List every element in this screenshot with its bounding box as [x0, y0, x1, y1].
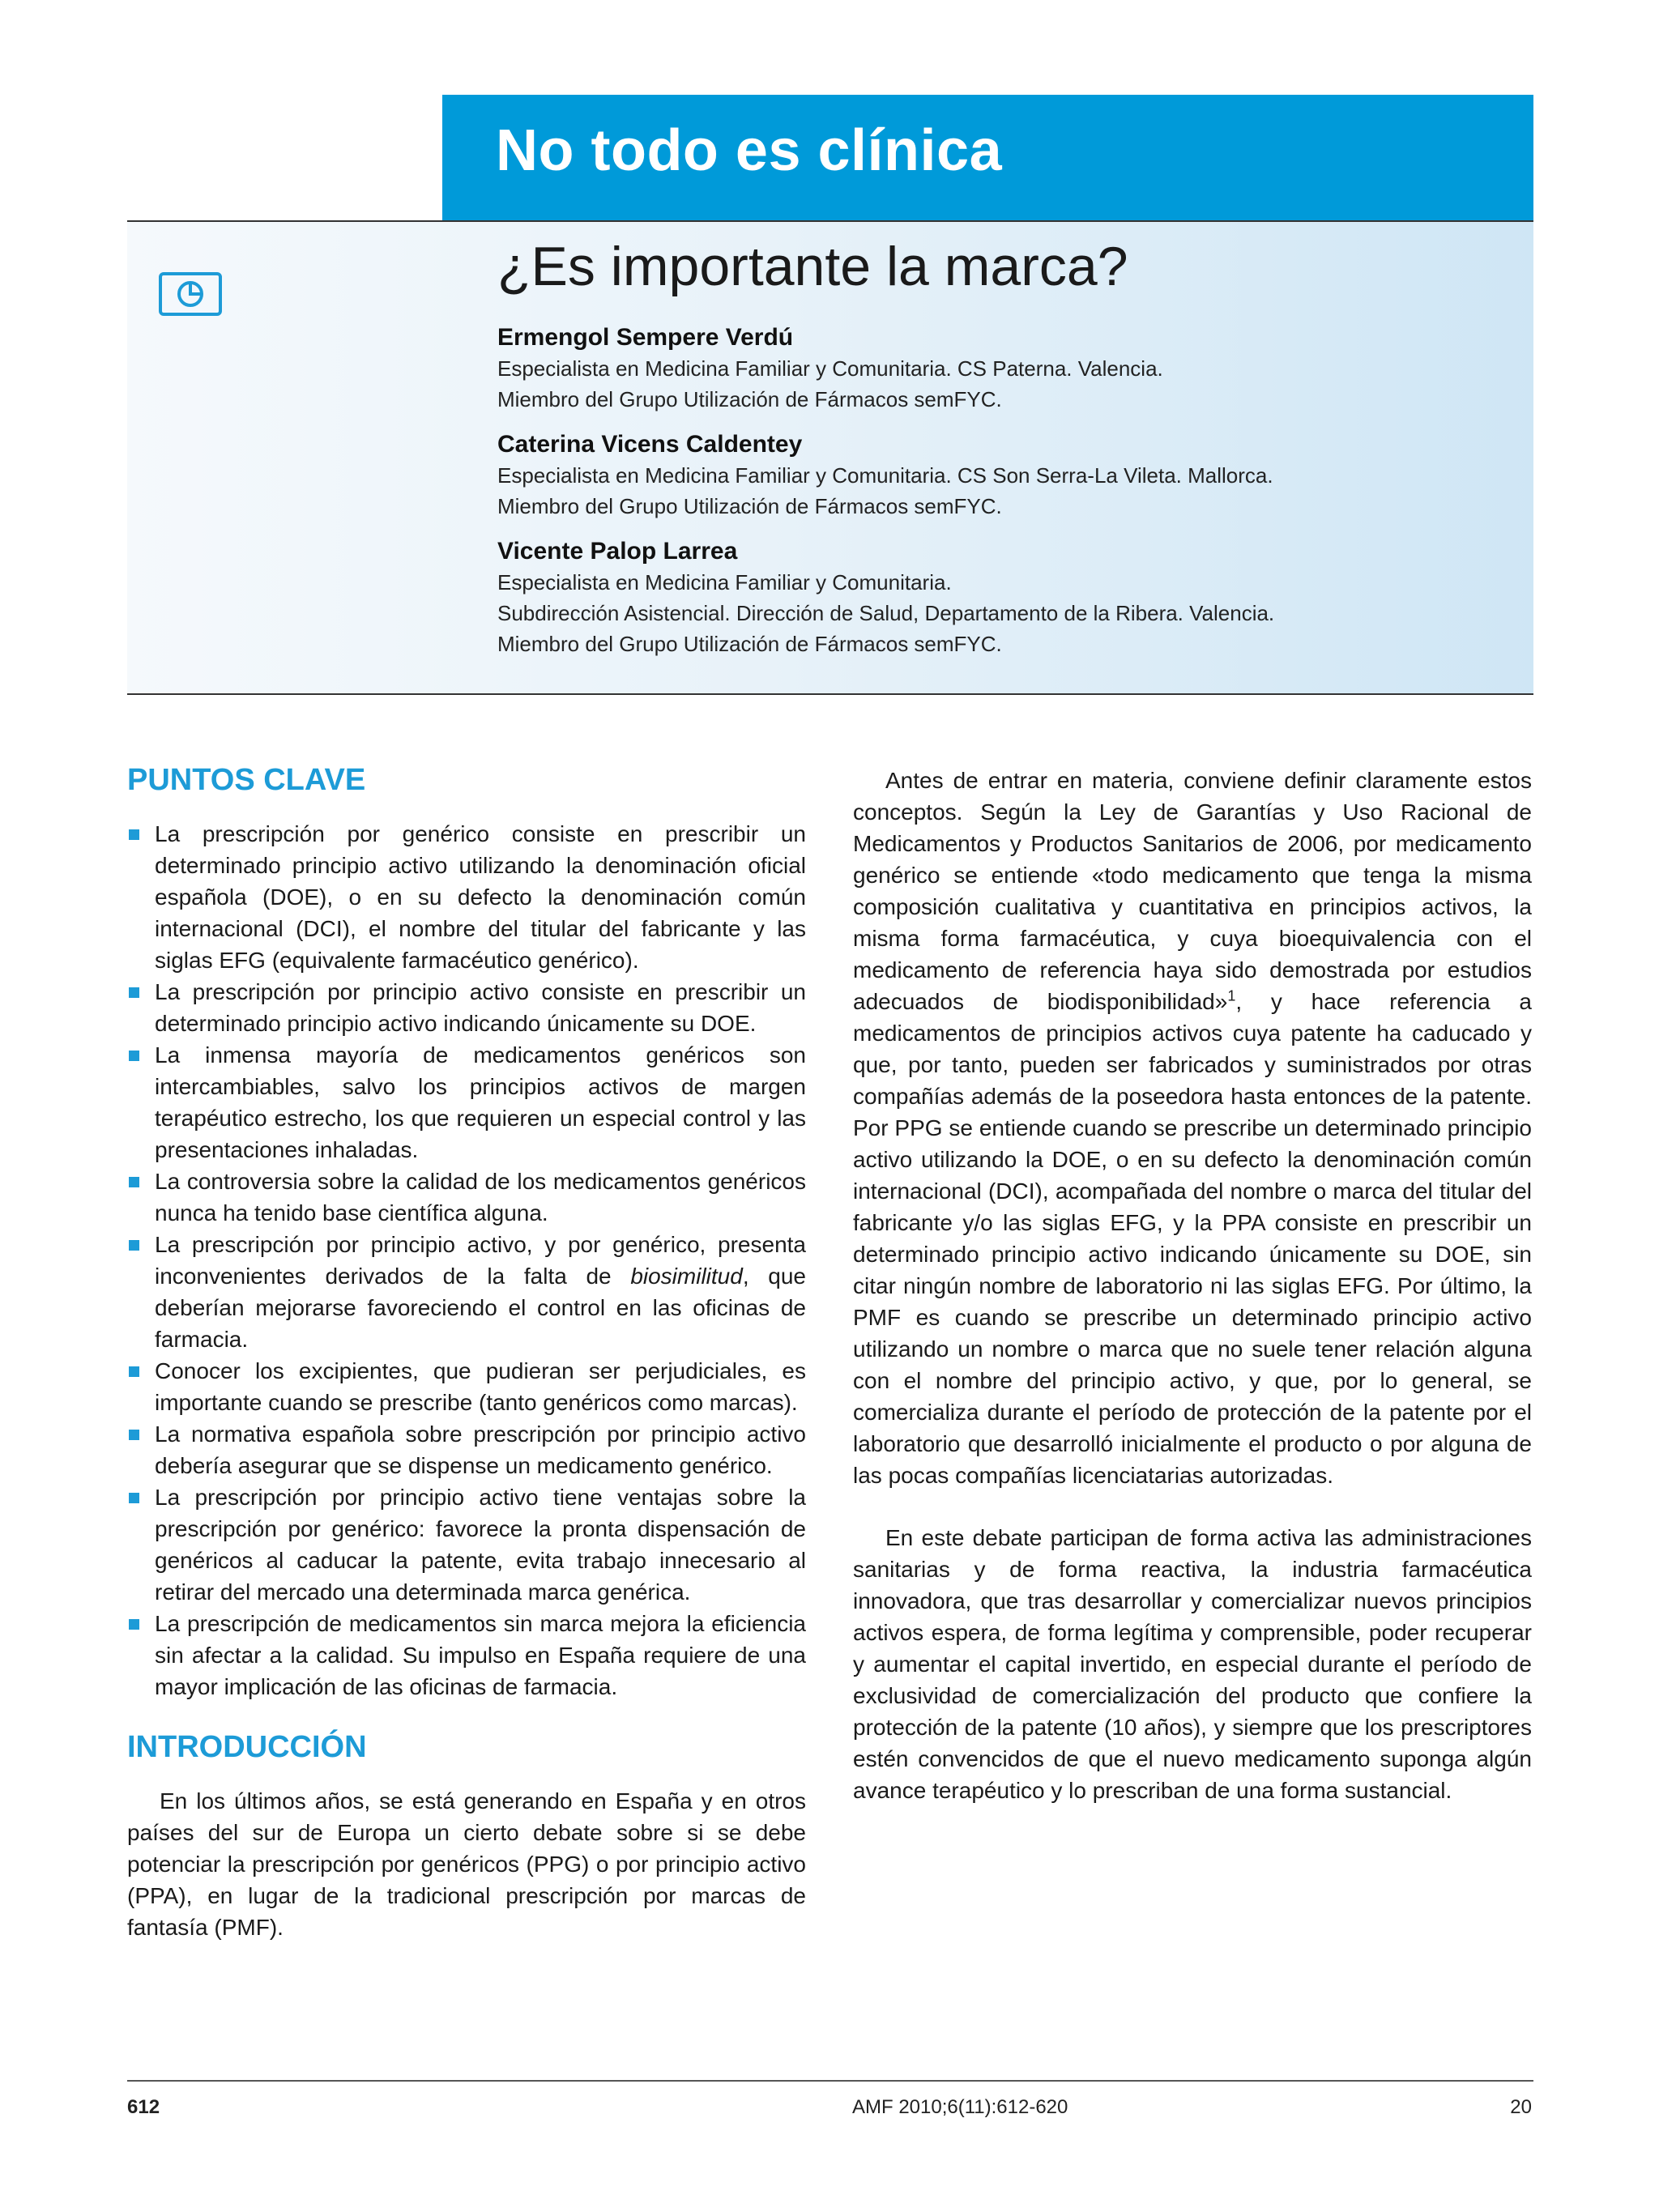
author-name: Vicente Palop Larrea: [497, 538, 738, 565]
key-point-text: La prescripción de medicamentos sin marca mejora la eficiencia sin afectar a la calidad. Su impulso en España requiere de una mayor implicación de las oficinas de farmacia.: [155, 1611, 806, 1699]
list-item: [127, 1481, 806, 1608]
paragraph-text: , y hace referencia a medicamentos de principios activos cuya patente ha caducado y que, por tanto, pueden ser fabricados y suministrados por otras compañías además de la poseedora hasta entonces de la patente. Por PPG se entiende cuando se prescribe un determinado principio activo utilizando la DOE, o en su defecto la denominación común internacional (DCI), acompañada del nombre o marca del titular del fabricante y/o las siglas EFG, y la PPA consiste en prescribir un determinado principio activo indicando únicamente su DOE, sin citar ningún nombre de laboratorio ni las siglas EFG. Por último, la PMF es cuando se prescribe un determinado principio activo utilizando un nombre o marca que no suele tener relación alguna con el nombre del principio activo, y que, por lo general, se comercializa durante el período de protección de la patente por el laboratorio que desarrolló inicialmente el producto o por alguna de las pocas compañías licenciatarias autorizadas.: [853, 989, 1532, 1488]
author-affiliation: Subdirección Asistencial. Dirección de Salud, Departamento de la Ribera. Valencia.: [497, 601, 1275, 625]
author-list: [497, 322, 1510, 674]
document-chart-icon: [159, 272, 222, 316]
key-point-italic-term: biosimilitud: [630, 1264, 743, 1289]
author-affiliation: Miembro del Grupo Utilización de Fármacos semFYC.: [497, 387, 1002, 411]
introduction-heading: INTRODUCCIÓN: [127, 1730, 367, 1764]
author-affiliation: Especialista en Medicina Familiar y Comunitaria. CS Paterna. Valencia.: [497, 356, 1163, 381]
key-points-heading: PUNTOS CLAVE: [127, 763, 366, 797]
author-affiliation: Especialista en Medicina Familiar y Comunitaria.: [497, 570, 952, 595]
key-point-text: La inmensa mayoría de medicamentos genéricos son intercambiables, salvo los principios activos de margen terapéutico estrecho, los que requieren un especial control y las presentaciones inhaladas.: [155, 1042, 806, 1162]
reference-number: 1: [1227, 987, 1236, 1004]
square-bullet-icon: [129, 1051, 139, 1061]
square-bullet-icon: [129, 1177, 139, 1187]
introduction-paragraph: En los últimos años, se está generando en España y en otros países del sur de Europa un cierto debate sobre si se debe potenciar la prescripción por genéricos (PPG) o por principio activo (PPA), en lugar de la tradicional prescripción por marcas de fantasía (PMF).: [127, 1788, 806, 1940]
list-item: [127, 976, 806, 1039]
square-bullet-icon: [129, 1493, 139, 1503]
footer-rule: [127, 2080, 1533, 2082]
list-item: [127, 1418, 806, 1481]
key-point-text: La controversia sobre la calidad de los medicamentos genéricos nunca ha tenido base científica alguna.: [155, 1169, 806, 1225]
introduction-paragraph: [853, 765, 1532, 1491]
author-affiliation: Especialista en Medicina Familiar y Comunitaria. CS Son Serra-La Vileta. Mallorca.: [497, 463, 1273, 488]
header-bottom-rule: [127, 693, 1533, 695]
author-affiliation: Miembro del Grupo Utilización de Fármacos semFYC.: [497, 494, 1002, 518]
author-block: [497, 536, 1510, 659]
introduction-paragraph: En este debate participan de forma activa las administraciones sanitarias y de forma reactiva, la industria farmacéutica innovadora, que tras desarrollar y comercializar nuevos principios activos espera, de forma legítima y comprensible, poder recuperar y aumentar el capital invertido, en especial durante el período de exclusividad de comercialización del producto que confiere la protección de la patente (10 años), y siempre que los prescriptores estén convencidos de que el nuevo medicamento suponga algún avance terapéutico y lo prescriban de una forma sustancial.: [853, 1525, 1532, 1803]
left-column: [127, 761, 806, 1943]
key-point-text: La prescripción por principio activo tiene ventajas sobre la prescripción por genérico: favorece la pronta dispensación de genéricos al caducar la patente, evita trabajo innecesario al retirar del mercado una determinada marca genérica.: [155, 1485, 806, 1605]
key-point-text: La prescripción por genérico consiste en prescribir un determinado principio activo utilizando la denominación oficial española (DOE), o en su defecto la denominación común internacional (DCI), el nombre del titular del fabricante y las siglas EFG (equivalente farmacéutico genérico).: [155, 821, 806, 973]
list-item: [127, 818, 806, 976]
key-point-text: La normativa española sobre prescripción por principio activo debería asegurar que se dispense un medicamento genérico.: [155, 1421, 806, 1478]
author-block: [497, 429, 1510, 522]
list-item: [127, 1166, 806, 1229]
key-point-text: La prescripción por principio activo, y por genérico, presenta inconvenientes derivados de la falta de: [155, 1232, 806, 1289]
key-point-text-tail: , que deberían mejorarse favoreciendo el control en las oficinas de farmacia.: [155, 1264, 806, 1352]
page-number: 612: [127, 2096, 160, 2118]
right-column: [853, 765, 1532, 1806]
list-item: [127, 1608, 806, 1703]
section-banner: [442, 95, 1533, 220]
author-block: [497, 322, 1510, 415]
article-title: ¿Es importante la marca?: [497, 236, 1128, 297]
square-bullet-icon: [129, 1619, 139, 1630]
square-bullet-icon: [129, 1366, 139, 1377]
author-name: Ermengol Sempere Verdú: [497, 324, 794, 351]
footer-right-number: 20: [1510, 2096, 1532, 2118]
square-bullet-icon: [129, 829, 139, 840]
list-item: [127, 1229, 806, 1355]
square-bullet-icon: [129, 1240, 139, 1251]
square-bullet-icon: [129, 1430, 139, 1440]
key-point-text: Conocer los excipientes, que pudieran ser perjudiciales, es importante cuando se prescribe (tanto genéricos como marcas).: [155, 1358, 806, 1415]
author-name: Caterina Vicens Caldentey: [497, 431, 803, 458]
list-item: [127, 1355, 806, 1418]
journal-citation: AMF 2010;6(11):612-620: [852, 2096, 1068, 2118]
square-bullet-icon: [129, 987, 139, 998]
paragraph-text: Antes de entrar en materia, conviene definir claramente estos conceptos. Según la Ley de Garantías y Uso Racional de Medicamentos y Productos Sanitarios de 2006, por medicamento genérico se entiende «todo medicamento que tenga la misma composición cualitativa y cuantitativa en principios activos, la misma forma farmacéutica, y cuya bioequivalencia con el medicamento de referencia haya sido demostrada por estudios adecuados de biodisponibilidad»: [853, 768, 1532, 1014]
list-item: [127, 1039, 806, 1166]
key-point-text: La prescripción por principio activo consiste en prescribir un determinado principio activo indicando únicamente su DOE.: [155, 979, 806, 1036]
section-title: No todo es clínica: [496, 118, 1003, 183]
key-points-list: [127, 818, 806, 1703]
author-affiliation: Miembro del Grupo Utilización de Fármacos semFYC.: [497, 632, 1002, 656]
